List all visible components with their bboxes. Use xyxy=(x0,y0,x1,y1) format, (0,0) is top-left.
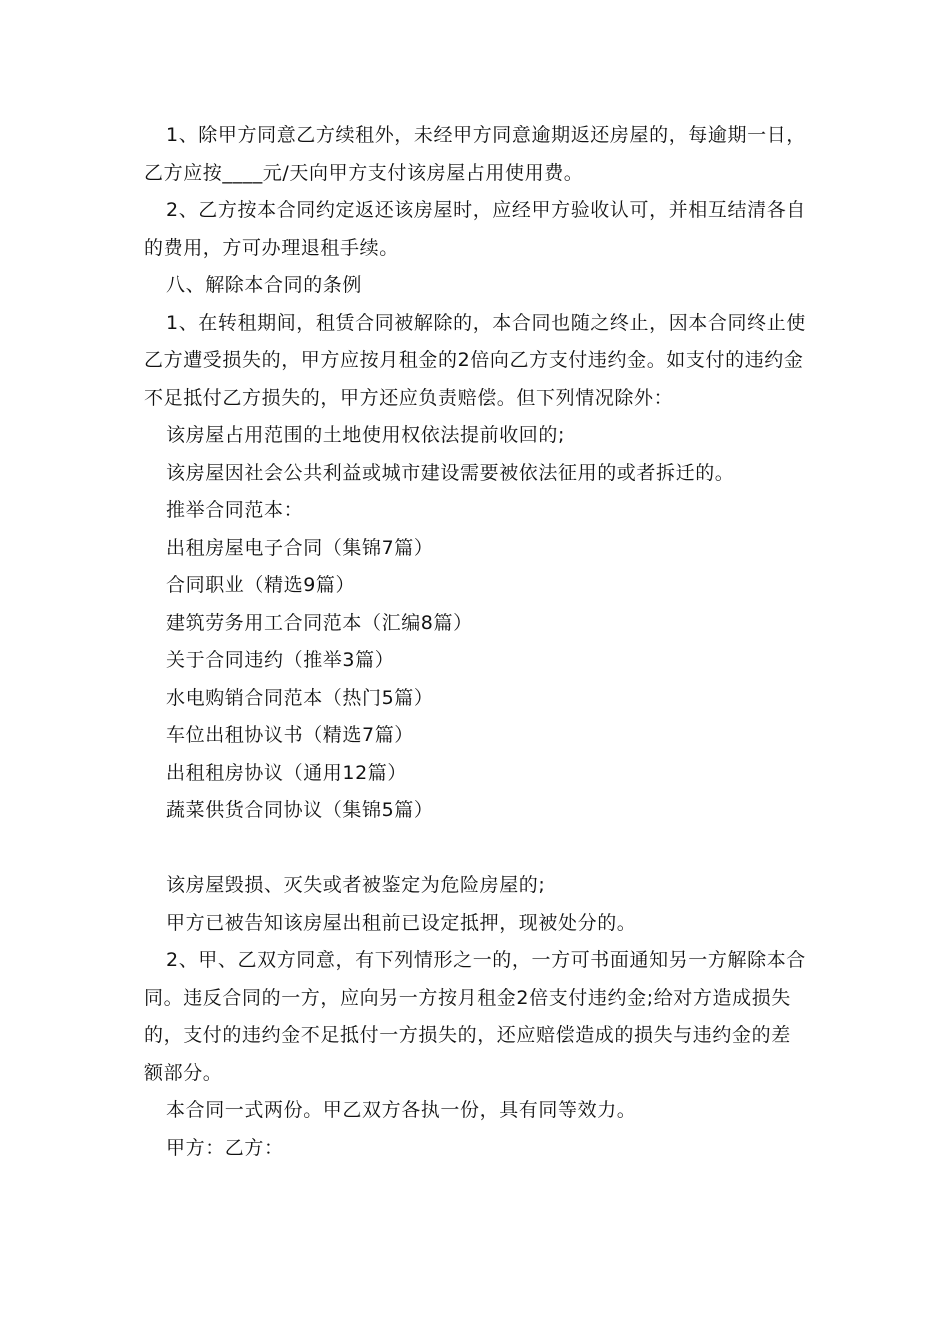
clause-return-inspection: 2、乙方按本合同约定返还该房屋时，应经甲方验收认可，并相互结清各自的费用，方可办理退租手续。 xyxy=(144,199,806,259)
clause-mutual-termination: 2、甲、乙双方同意，有下列情形之一的，一方可书面通知另一方解除本合同。违反合同的一方，应向另一方按月租金2倍支付违约金;给对方造成损失的，支付的违约金不足抵付一方损失的，还应赔偿造成的损失与违约金的差额部分。 xyxy=(144,949,806,1084)
recommend-link[interactable]: 建筑劳务用工合同范本（汇编8篇） xyxy=(166,611,473,634)
recommend-link[interactable]: 出租租房协议（通用12篇） xyxy=(166,761,407,784)
clause-sublease-termination: 1、在转租期间，租赁合同被解除的，本合同也随之终止，因本合同终止使乙方遭受损失的，甲方应按月租金的2倍向乙方支付违约金。如支付的违约金不足抵付乙方损失的，甲方还应负责赔偿。但下列情况除外： xyxy=(144,311,806,409)
recommend-heading: 推举合同范本： xyxy=(166,499,304,521)
blank-line xyxy=(144,830,810,868)
recommend-list xyxy=(144,530,810,830)
exception-mortgage: 甲方已被告知该房屋出租前已设定抵押，现被处分的。 xyxy=(166,911,637,934)
recommend-link[interactable]: 车位出租协议书（精选7篇） xyxy=(166,724,414,746)
document-body xyxy=(144,117,810,1167)
recommend-link[interactable]: 水电购销合同范本（热门5篇） xyxy=(166,686,434,709)
exception-land-recovery: 该房屋占用范围的土地使用权依法提前收回的; xyxy=(166,424,566,446)
clause-overdue-return: 1、除甲方同意乙方续租外，未经甲方同意逾期返还房屋的，每逾期一日，乙方应按____元/天向甲方支付该房屋占用使用费。 xyxy=(144,124,806,184)
exception-requisition: 该房屋因社会公共利益或城市建设需要被依法征用的或者拆迁的。 xyxy=(166,461,735,484)
recommend-link[interactable]: 关于合同违约（推举3篇） xyxy=(166,649,395,671)
section-heading-termination: 八、解除本合同的条例 xyxy=(166,274,363,296)
recommend-link[interactable]: 蔬菜供货合同协议（集锦5篇） xyxy=(166,799,434,821)
clause-copies: 本合同一式两份。甲乙双方各执一份，具有同等效力。 xyxy=(166,1099,637,1121)
signature-line: 甲方：乙方： xyxy=(166,1136,284,1159)
recommend-link[interactable]: 合同职业（精选9篇） xyxy=(166,574,356,596)
exception-damage: 该房屋毁损、灭失或者被鉴定为危险房屋的; xyxy=(166,874,546,896)
recommend-link[interactable]: 出租房屋电子合同（集锦7篇） xyxy=(166,536,434,559)
